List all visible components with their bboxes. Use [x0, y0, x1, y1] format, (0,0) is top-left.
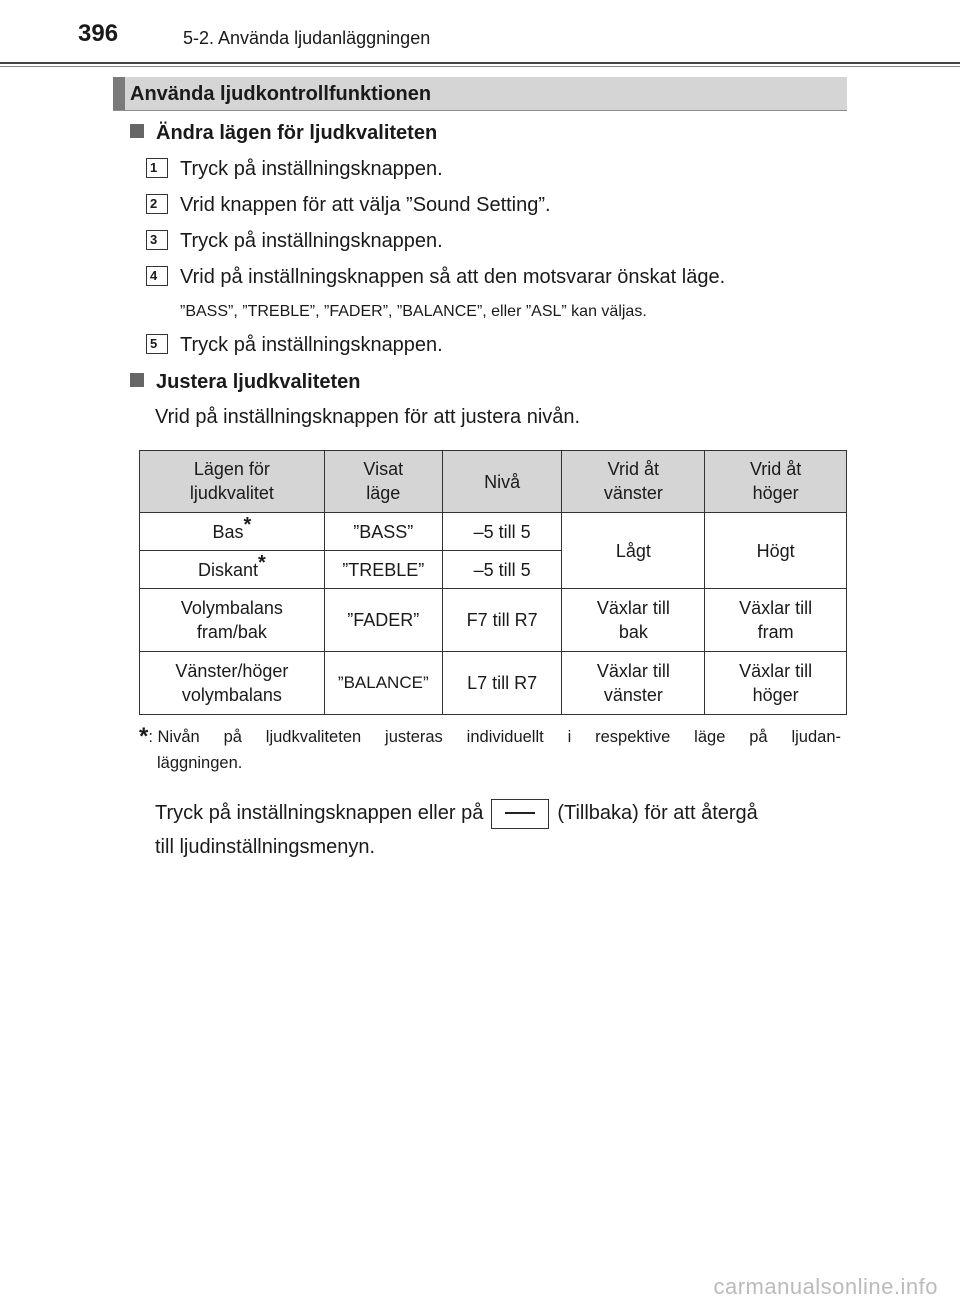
square-bullet-icon: [130, 124, 144, 138]
footnote-line-2: läggningen.: [157, 754, 243, 772]
header-display: Visat läge: [324, 451, 442, 513]
subheading-text: Ändra lägen för ljudkvaliteten: [156, 122, 438, 144]
chapter-title: 5-2. Använda ljudanläggningen: [183, 28, 431, 48]
step-number: 4: [146, 266, 168, 286]
cell-display: ”BASS”: [324, 513, 442, 551]
cell-display: ”TREBLE”: [324, 551, 442, 589]
page-number: 396: [78, 20, 119, 47]
section-title-bar: [113, 77, 847, 111]
closing-line-2: till ljudinställningsmenyn.: [155, 836, 376, 858]
header-mode: Lägen för ljudkvalitet: [140, 451, 325, 513]
square-bullet-icon: [130, 373, 144, 387]
cell-display: ”FADER”: [324, 589, 442, 652]
table-row: [140, 652, 847, 715]
step-number: 3: [146, 230, 168, 250]
header-turn-left: Vrid åt vänster: [562, 451, 705, 513]
back-button-icon: [491, 799, 549, 829]
watermark: carmanualsonline.info: [713, 1274, 938, 1299]
section-accent: [113, 77, 125, 110]
cell-mode: Diskant*: [140, 551, 325, 589]
step-text: Vrid knappen för att välja ”Sound Setting”.: [180, 194, 551, 216]
step-note: ”BASS”, ”TREBLE”, ”FADER”, ”BALANCE”, eller ”ASL” kan väljas.: [180, 303, 647, 320]
header-rule-thin: [0, 66, 960, 67]
cell-display: ”BALANCE”: [324, 652, 442, 715]
step-text: Vrid på inställningsknappen så att den motsvarar önskat läge.: [180, 266, 726, 288]
cell-level: L7 till R7: [442, 652, 562, 715]
table-row: [140, 589, 847, 652]
footnote: [139, 724, 841, 776]
table-row: [140, 513, 847, 551]
subheading-change-modes: [130, 122, 437, 145]
step-text: Tryck på inställningsknappen.: [180, 158, 443, 180]
cell-level: –5 till 5: [442, 513, 562, 551]
cell-turn-left: Lågt: [562, 513, 705, 589]
step-text: Tryck på inställningsknappen.: [180, 334, 443, 356]
asterisk-icon: *: [139, 723, 149, 750]
closing-line-1: Tryck på inställningsknappen eller på (Tillbaka) för att återgå: [155, 796, 758, 830]
sound-level-table: [139, 450, 847, 715]
header-level: Nivå: [442, 451, 562, 513]
cell-mode: Volymbalans fram/bak: [140, 589, 325, 652]
cell-level: F7 till R7: [442, 589, 562, 652]
subheading-text: Justera ljudkvaliteten: [156, 371, 361, 393]
cell-turn-right: Högt: [705, 513, 847, 589]
table-header-row: [140, 451, 847, 513]
step-text: Tryck på inställningsknappen.: [180, 230, 443, 252]
cell-turn-right: Växlar till fram: [705, 589, 847, 652]
cell-mode: Vänster/höger volymbalans: [140, 652, 325, 715]
cell-turn-right: Växlar till höger: [705, 652, 847, 715]
step-number: 2: [146, 194, 168, 214]
step-number: 5: [146, 334, 168, 354]
header-turn-right: Vrid åt höger: [705, 451, 847, 513]
footnote-line-1: *: Nivån på ljudkvaliteten justeras individuellt i respektive läge på ljudan-: [139, 723, 841, 750]
cell-level: –5 till 5: [442, 551, 562, 589]
header-rule: [0, 62, 960, 64]
closing-paragraph: [155, 796, 758, 864]
cell-turn-left: Växlar till bak: [562, 589, 705, 652]
section-title: Använda ljudkontrollfunktionen: [130, 83, 432, 105]
cell-mode: Bas*: [140, 513, 325, 551]
step-number: 1: [146, 158, 168, 178]
subheading-adjust: [130, 371, 361, 394]
cell-turn-left: Växlar till vänster: [562, 652, 705, 715]
adjust-text: Vrid på inställningsknappen för att justera nivån.: [155, 406, 581, 428]
